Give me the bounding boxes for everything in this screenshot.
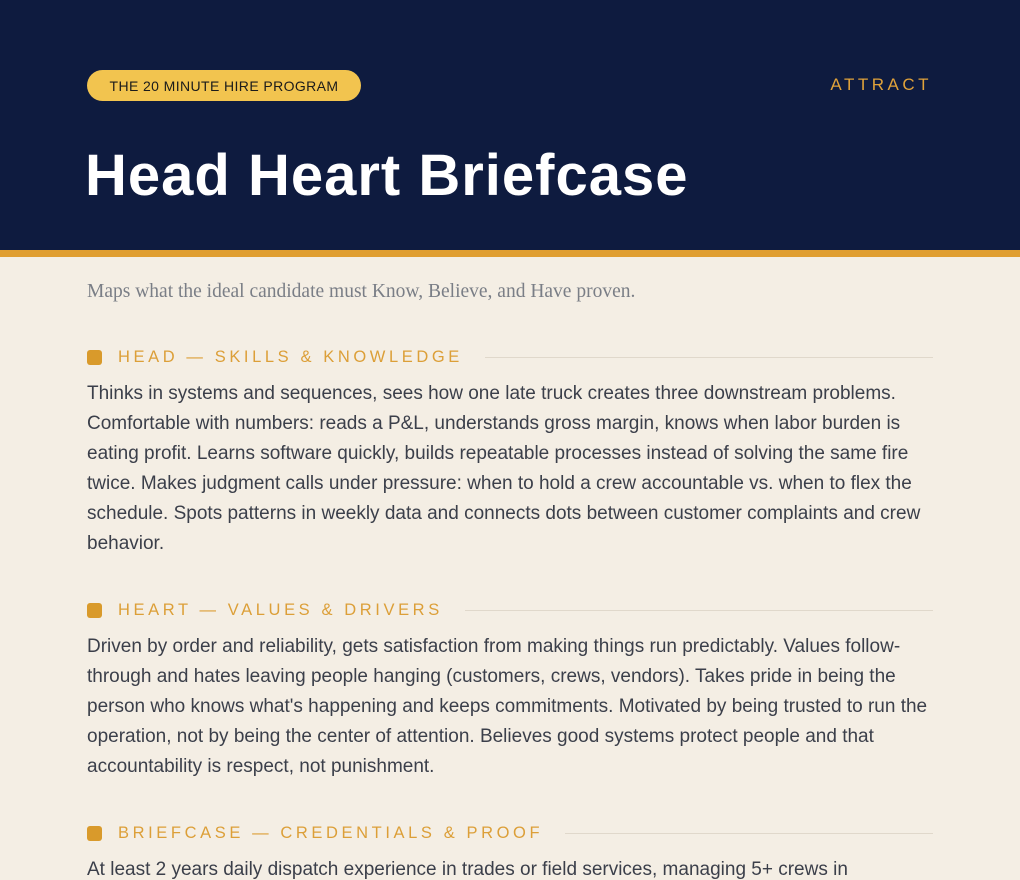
square-bullet-icon [87, 826, 102, 841]
section-label: HEAD — SKILLS & KNOWLEDGE [118, 347, 463, 366]
page-subtitle: Maps what the ideal candidate must Know, Believe, and Have proven. [87, 281, 636, 302]
program-badge: THE 20 MINUTE HIRE PROGRAM [87, 70, 361, 101]
section-body-briefcase: At least 2 years daily dispatch experience in trades or field services, managing 5+ crews in [87, 859, 848, 880]
section-label: BRIEFCASE — CREDENTIALS & PROOF [118, 823, 544, 842]
square-bullet-icon [87, 350, 102, 365]
section-heading-briefcase [87, 823, 933, 843]
header-accent-rule [0, 250, 1020, 257]
category-label: ATTRACT [830, 75, 932, 94]
section-label: HEART — VALUES & DRIVERS [118, 600, 443, 619]
section-body-head: Thinks in systems and sequences, sees how one late truck creates three downstream problems. Comfortable with numbers: reads a P&L, understands gross margin, knows when labor burden is eating profit. Learns software quickly, builds repeatable processes instead of solving the same fire twice. Makes judgment calls under pressure: when to hold a crew accountable vs. when to flex the schedule. Spots patterns in weekly data and connects dots between customer complaints and crew behavior. [87, 383, 921, 554]
page-title: Head Heart Briefcase [85, 143, 689, 208]
section-heading-head [87, 347, 933, 367]
section-body-heart: Driven by order and reliability, gets satisfaction from making things run predictably. Values follow-through and hates leaving people hanging (customers, crews, vendors). Takes pride in being the person who knows what's happening and keeps commitments. Motivated by being trusted to run the operation, not by being the center of attention. Believes good systems protect people and that accountability is respect, not punishment. [87, 636, 928, 777]
section-heading-heart [87, 600, 933, 620]
page-header [0, 0, 1020, 250]
section-divider [465, 610, 933, 611]
section-divider [485, 357, 933, 358]
section-divider [565, 833, 933, 834]
square-bullet-icon [87, 603, 102, 618]
